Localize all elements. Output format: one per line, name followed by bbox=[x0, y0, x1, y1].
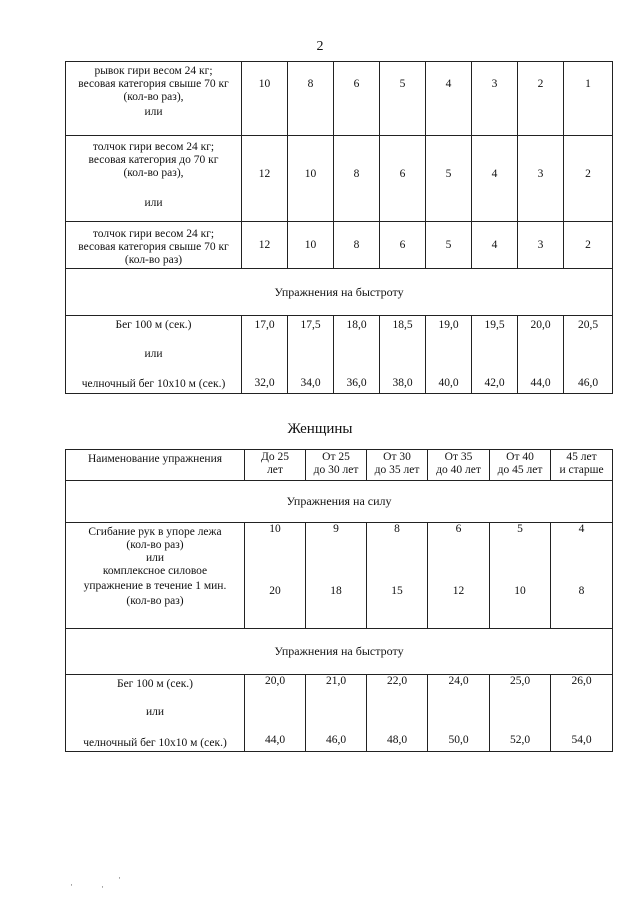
norm-value: 10 bbox=[514, 585, 526, 597]
norm-value: 38,0 bbox=[392, 377, 413, 389]
norm-value: 54,0 bbox=[571, 734, 592, 746]
value-cell bbox=[380, 316, 426, 394]
exercise-name-cell bbox=[66, 675, 245, 752]
exercise-line: толчок гири весом 24 кг; bbox=[92, 141, 215, 153]
exercise-line: весовая категория свыше 70 кг bbox=[78, 78, 229, 90]
norm-value: 4 bbox=[445, 78, 452, 90]
norm-value: 10 bbox=[258, 78, 271, 90]
norm-value: 48,0 bbox=[386, 734, 408, 746]
norm-value: 10 bbox=[304, 239, 317, 251]
norm-value: 52,0 bbox=[509, 734, 531, 746]
value-cell bbox=[426, 136, 472, 222]
exercise-line: толчок гири весом 24 кг; bbox=[92, 228, 215, 240]
age-line: От 35 bbox=[444, 451, 473, 463]
value-cell bbox=[245, 675, 306, 752]
value-cell bbox=[472, 316, 518, 394]
value-cell bbox=[518, 62, 564, 136]
value-cell bbox=[490, 523, 551, 629]
section-heading-speed: Упражнения на быстроту bbox=[66, 269, 613, 316]
exercise-line: упражнение в течение 1 мин. bbox=[83, 580, 227, 592]
table-row bbox=[66, 222, 613, 269]
norm-value: 36,0 bbox=[346, 377, 367, 389]
exercise-line: весовая категория свыше 70 кг bbox=[78, 241, 229, 253]
value-cell bbox=[426, 62, 472, 136]
table-row bbox=[66, 62, 613, 136]
norm-value: 8 bbox=[307, 78, 314, 90]
norm-value: 2 bbox=[537, 78, 544, 90]
scan-speck: · bbox=[118, 873, 121, 883]
value-cell bbox=[428, 675, 490, 752]
norm-value: 20 bbox=[269, 585, 281, 597]
norm-value: 1 bbox=[585, 78, 591, 90]
value-cell bbox=[306, 523, 367, 629]
value-cell bbox=[306, 675, 367, 752]
header-name-cell bbox=[66, 450, 245, 481]
norm-value: 3 bbox=[537, 168, 544, 180]
norm-value: 24,0 bbox=[448, 675, 469, 687]
norm-value: 46,0 bbox=[577, 377, 599, 389]
exercise-name-cell bbox=[66, 136, 242, 222]
column-header: Наименование упражнения bbox=[87, 453, 223, 465]
value-cell bbox=[288, 62, 334, 136]
value-cell bbox=[518, 136, 564, 222]
norm-value: 46,0 bbox=[325, 734, 347, 746]
norm-value: 8 bbox=[353, 239, 360, 251]
exercise-line: Бег 100 м (сек.) bbox=[116, 678, 194, 690]
norm-value: 4 bbox=[491, 239, 498, 251]
norm-value: 6 bbox=[399, 168, 406, 180]
norm-value: 20,0 bbox=[264, 675, 286, 687]
value-cell bbox=[334, 316, 380, 394]
value-cell bbox=[426, 222, 472, 269]
age-line: и старше bbox=[559, 464, 604, 476]
table-row bbox=[66, 675, 613, 752]
exercise-line: (кол-во раз) bbox=[126, 595, 184, 607]
scan-speck: · bbox=[101, 882, 104, 892]
exercise-line: (кол-во раз), bbox=[123, 167, 184, 179]
exercise-line: весовая категория до 70 кг bbox=[88, 154, 219, 166]
column-header-age bbox=[306, 450, 367, 481]
age-line: 45 лет bbox=[566, 451, 597, 463]
exercise-line: рывок гири весом 24 кг; bbox=[94, 65, 213, 77]
norm-value: 19,5 bbox=[484, 319, 505, 331]
norm-value: 8 bbox=[353, 168, 360, 180]
column-header-age bbox=[428, 450, 490, 481]
norm-value: 21,0 bbox=[325, 675, 347, 687]
value-cell bbox=[334, 62, 380, 136]
value-cell bbox=[288, 136, 334, 222]
exercise-name-cell bbox=[66, 62, 242, 136]
norm-value: 6 bbox=[455, 523, 462, 535]
age-line: до 30 лет bbox=[313, 464, 359, 476]
value-cell bbox=[242, 62, 288, 136]
norm-value: 12 bbox=[258, 168, 271, 180]
norm-value: 12 bbox=[258, 239, 271, 251]
section-row bbox=[66, 481, 613, 523]
norm-value: 15 bbox=[391, 585, 403, 597]
page-number: 2 bbox=[316, 39, 324, 54]
age-line: До 25 bbox=[261, 451, 289, 463]
age-line: лет bbox=[267, 464, 283, 476]
value-cell bbox=[242, 136, 288, 222]
header-row bbox=[66, 450, 613, 481]
section-heading-strength: Упражнения на силу bbox=[66, 481, 613, 523]
norm-value: 17,0 bbox=[254, 319, 275, 331]
value-cell bbox=[242, 222, 288, 269]
value-cell bbox=[490, 675, 551, 752]
norm-value: 40,0 bbox=[438, 377, 459, 389]
norm-value: 4 bbox=[578, 523, 585, 535]
norm-value: 44,0 bbox=[530, 377, 551, 389]
value-cell bbox=[242, 316, 288, 394]
value-cell bbox=[472, 62, 518, 136]
norm-value: 32,0 bbox=[254, 377, 275, 389]
norm-value: 20,0 bbox=[530, 319, 551, 331]
norm-value: 12 bbox=[452, 585, 465, 597]
exercise-line: комплексное силовое bbox=[102, 565, 208, 577]
norm-value: 5 bbox=[445, 168, 452, 180]
column-header-age bbox=[245, 450, 306, 481]
norm-value: 9 bbox=[333, 523, 339, 535]
exercise-line: Бег 100 м (сек.) bbox=[115, 319, 192, 331]
norm-value: 34,0 bbox=[300, 377, 321, 389]
norm-value: 18,0 bbox=[346, 319, 367, 331]
value-cell bbox=[367, 523, 428, 629]
value-cell bbox=[380, 222, 426, 269]
norm-value: 4 bbox=[491, 168, 498, 180]
men-norms-table bbox=[65, 61, 613, 394]
norm-value: 20,5 bbox=[577, 319, 599, 331]
table-row bbox=[66, 136, 613, 222]
value-cell bbox=[564, 136, 613, 222]
value-cell bbox=[334, 136, 380, 222]
exercise-line: Сгибание рук в упоре лежа bbox=[88, 526, 222, 538]
age-line: От 25 bbox=[322, 451, 350, 463]
section-row bbox=[66, 269, 613, 316]
section-heading-speed: Упражнения на быстроту bbox=[66, 629, 613, 675]
table-row bbox=[66, 316, 613, 394]
norm-value: 50,0 bbox=[448, 734, 469, 746]
value-cell bbox=[564, 62, 613, 136]
norm-value: 3 bbox=[491, 78, 498, 90]
value-cell bbox=[551, 675, 613, 752]
exercise-name-cell bbox=[66, 316, 242, 394]
exercise-line: или bbox=[144, 106, 163, 118]
exercise-name-cell bbox=[66, 523, 245, 629]
exercise-line: или bbox=[145, 706, 165, 718]
norm-value: 19,0 bbox=[438, 319, 459, 331]
exercise-line: или bbox=[145, 552, 165, 564]
norm-value: 5 bbox=[445, 239, 452, 251]
exercise-line: или bbox=[144, 197, 163, 209]
value-cell bbox=[551, 523, 613, 629]
norm-value: 3 bbox=[537, 239, 544, 251]
value-cell bbox=[472, 136, 518, 222]
norm-value: 8 bbox=[578, 585, 585, 597]
value-cell bbox=[564, 222, 613, 269]
norm-value: 6 bbox=[399, 239, 406, 251]
age-line: до 45 лет bbox=[497, 464, 543, 476]
value-cell bbox=[472, 222, 518, 269]
norm-value: 10 bbox=[269, 523, 281, 535]
exercise-name-cell bbox=[66, 222, 242, 269]
value-cell bbox=[367, 675, 428, 752]
exercise-line: или bbox=[144, 348, 163, 360]
norm-value: 2 bbox=[585, 239, 591, 251]
table-row bbox=[66, 523, 613, 629]
age-line: От 40 bbox=[506, 451, 534, 463]
exercise-line: (кол-во раз) bbox=[124, 254, 183, 266]
norm-value: 17,5 bbox=[300, 319, 321, 331]
norm-value: 42,0 bbox=[484, 377, 505, 389]
age-line: От 30 bbox=[383, 451, 411, 463]
norm-value: 26,0 bbox=[571, 675, 592, 687]
scan-speck: · bbox=[70, 880, 73, 890]
norm-value: 6 bbox=[353, 78, 360, 90]
women-heading: Женщины bbox=[287, 421, 353, 437]
column-header-age bbox=[367, 450, 428, 481]
section-row bbox=[66, 629, 613, 675]
exercise-line: челночный бег 10х10 м (сек.) bbox=[81, 378, 226, 390]
norm-value: 2 bbox=[585, 168, 591, 180]
norm-value: 5 bbox=[399, 78, 406, 90]
age-line: до 35 лет bbox=[374, 464, 420, 476]
women-norms-table bbox=[65, 449, 613, 752]
norm-value: 8 bbox=[394, 523, 400, 535]
norm-value: 18,5 bbox=[392, 319, 413, 331]
value-cell bbox=[428, 523, 490, 629]
age-line: до 40 лет bbox=[436, 464, 481, 476]
norm-value: 25,0 bbox=[509, 675, 531, 687]
norm-value: 10 bbox=[304, 168, 317, 180]
exercise-line: (кол-во раз) bbox=[126, 539, 184, 551]
column-header-age bbox=[551, 450, 613, 481]
norm-value: 44,0 bbox=[264, 734, 286, 746]
value-cell bbox=[288, 222, 334, 269]
value-cell bbox=[518, 222, 564, 269]
value-cell bbox=[518, 316, 564, 394]
value-cell bbox=[380, 136, 426, 222]
norm-value: 18 bbox=[330, 585, 342, 597]
norm-value: 22,0 bbox=[386, 675, 408, 687]
value-cell bbox=[334, 222, 380, 269]
norm-value: 5 bbox=[517, 523, 523, 535]
exercise-line: (кол-во раз), bbox=[123, 91, 184, 103]
value-cell bbox=[245, 523, 306, 629]
value-cell bbox=[288, 316, 334, 394]
value-cell bbox=[380, 62, 426, 136]
exercise-line: челночный бег 10х10 м (сек.) bbox=[83, 737, 227, 749]
column-header-age bbox=[490, 450, 551, 481]
value-cell bbox=[564, 316, 613, 394]
value-cell bbox=[426, 316, 472, 394]
